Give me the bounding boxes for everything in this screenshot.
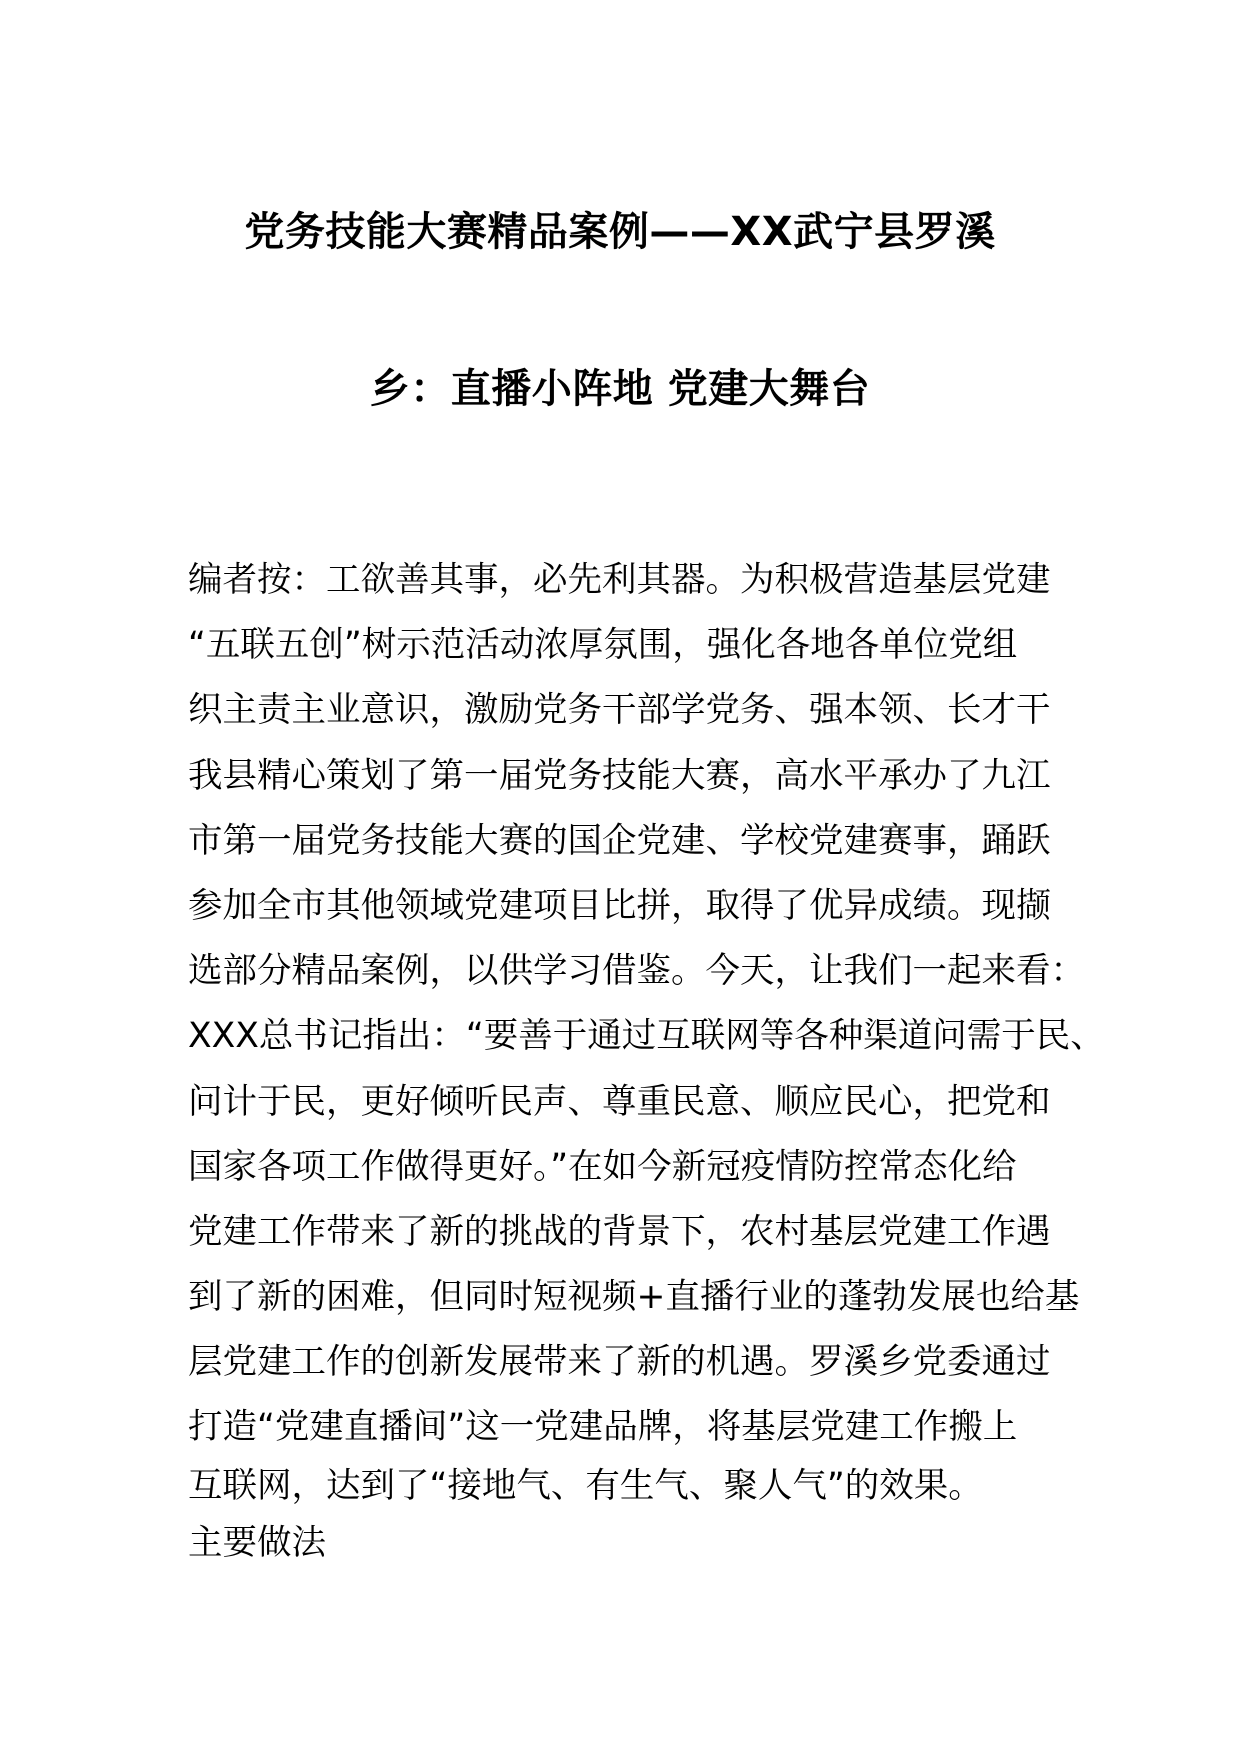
section-heading-main-practices: 主要做法 [188,1522,326,1563]
body-line: 互联网，达到了“接地气、有生气、聚人气”的效果。 [188,1465,983,1506]
body-line: 选部分精品案例，以供学习借鉴。今天，让我们一起来看： [188,951,1085,992]
body-line: 我县精心策划了第一届党务技能大赛，高水平承办了九江 [188,755,1051,796]
body-line: 市第一届党务技能大赛的国企党建、学校党建赛事，踊跃 [188,820,1051,861]
body-line: 打造“党建直播间”这一党建品牌，将基层党建工作搬上 [188,1407,1018,1448]
body-line: 到了新的困难，但同时短视频+直播行业的蓬勃发展也给基 [188,1277,1080,1318]
body-line: XXX总书记指出：“要善于通过互联网等各种渠道问需于民、 [188,1016,1105,1057]
body-line: 织主责主业意识，激励党务干部学党务、强本领、长才干 [188,690,1051,731]
body-line: 党建工作带来了新的挑战的背景下，农村基层党建工作遇 [188,1211,1051,1252]
body-line: “五联五创”树示范活动浓厚氛围，强化各地各单位党组 [188,625,1018,666]
body-line: 国家各项工作做得更好。”在如今新冠疫情防控常态化给 [188,1146,1017,1187]
document-title-line-1: 党务技能大赛精品案例——XX武宁县罗溪 [244,209,996,255]
document-body [188,548,1108,1576]
body-line: 编者按：工欲善其事，必先利其器。为积极营造基层党建 [188,560,1051,600]
document-title-line-2: 乡：直播小阵地 党建大舞台 [369,366,871,412]
body-line: 参加全市其他领域党建项目比拼，取得了优异成绩。现撷 [188,885,1051,926]
body-line: 问计于民，更好倾听民声、尊重民意、顺应民心，把党和 [188,1081,1051,1122]
body-line: 层党建工作的创新发展带来了新的机遇。罗溪乡党委通过 [188,1342,1051,1383]
